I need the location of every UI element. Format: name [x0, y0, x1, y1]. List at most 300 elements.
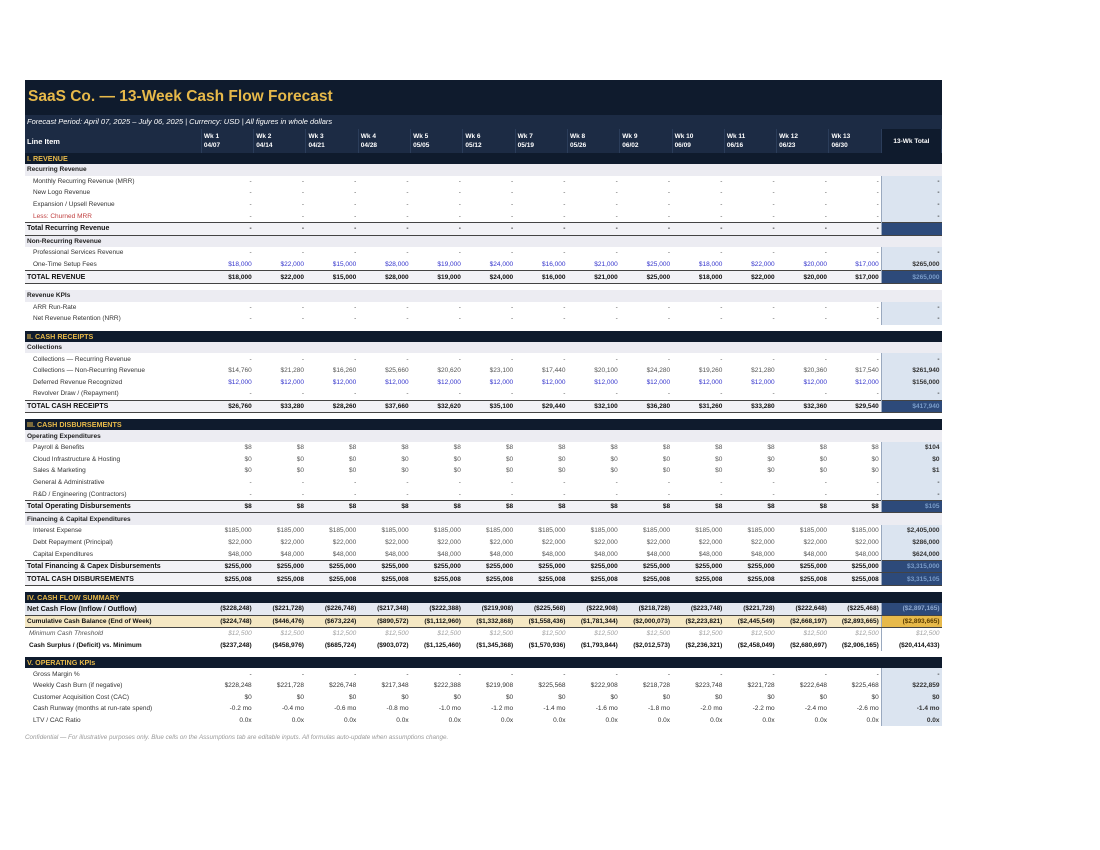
total-cell[interactable]: $265,000 [881, 259, 941, 271]
week-cell[interactable]: $12,000 [280, 378, 304, 386]
week-cell[interactable]: - [458, 212, 461, 220]
week-cell[interactable]: ($2,236,321) [685, 642, 723, 650]
week-cell[interactable]: - [301, 201, 304, 209]
week-cell[interactable]: $37,660 [358, 400, 410, 413]
week-cell[interactable]: - [249, 303, 252, 311]
week-cell[interactable]: - [563, 490, 566, 498]
week-cell[interactable]: $16,000 [541, 261, 566, 269]
header-week-4[interactable] [358, 129, 410, 153]
week-cell[interactable]: - [615, 390, 618, 398]
week-cell[interactable]: $219,908 [486, 682, 514, 690]
week-cell[interactable]: $20,360 [803, 367, 827, 375]
week-cell[interactable]: $0 [453, 455, 461, 463]
week-cell[interactable]: -1.6 mo [595, 705, 618, 713]
week-cell[interactable]: $255,008 [411, 573, 463, 586]
week-cell[interactable]: $22,000 [698, 538, 723, 546]
week-cell[interactable]: $0 [505, 693, 514, 701]
week-cell[interactable]: $0 [296, 467, 304, 475]
week-cell[interactable]: - [458, 189, 461, 197]
week-cell[interactable]: $12,500 [541, 630, 566, 638]
week-cell[interactable]: - [824, 177, 827, 185]
week-cell[interactable]: 0.0x [657, 717, 671, 725]
week-cell[interactable]: - [254, 222, 306, 235]
week-cell[interactable]: -0.2 mo [229, 705, 252, 713]
week-cell[interactable]: $0 [401, 455, 409, 463]
week-cell[interactable]: $221,728 [747, 682, 775, 690]
week-cell[interactable]: - [824, 303, 827, 311]
week-cell[interactable]: $18,000 [672, 271, 724, 284]
total-cell[interactable]: - [881, 176, 941, 188]
week-cell[interactable]: - [458, 249, 461, 257]
week-cell[interactable]: - [876, 670, 879, 678]
week-cell[interactable]: $12,000 [594, 378, 618, 386]
week-cell[interactable]: $22,000 [437, 538, 461, 546]
week-cell[interactable]: - [563, 212, 566, 220]
week-cell[interactable]: $0 [819, 467, 827, 475]
week-cell[interactable]: $22,000 [280, 261, 304, 269]
week-cell[interactable]: - [876, 315, 879, 323]
week-cell[interactable]: ($2,000,073) [620, 615, 672, 628]
week-cell[interactable]: $255,000 [358, 560, 410, 573]
week-cell[interactable]: $12,000 [855, 378, 879, 386]
week-cell[interactable]: - [772, 177, 775, 185]
week-cell[interactable]: $255,000 [463, 560, 515, 573]
week-cell[interactable]: $8 [306, 500, 358, 513]
week-cell[interactable]: $31,260 [672, 400, 724, 413]
week-cell[interactable]: $0 [610, 693, 618, 701]
week-cell[interactable]: $22,000 [489, 538, 514, 546]
week-cell[interactable]: $217,348 [381, 682, 409, 690]
week-cell[interactable]: -2.6 mo [856, 705, 879, 713]
week-cell[interactable]: $0 [767, 467, 775, 475]
week-cell[interactable]: $225,568 [538, 682, 566, 690]
week-cell[interactable]: $12,500 [698, 630, 723, 638]
week-cell[interactable]: $28,000 [385, 261, 409, 269]
week-cell[interactable]: ($226,748) [306, 603, 358, 615]
week-cell[interactable]: -2.2 mo [752, 705, 775, 713]
week-cell[interactable]: - [720, 315, 723, 323]
week-cell[interactable]: ($673,224) [306, 615, 358, 628]
total-cell[interactable]: $156,000 [881, 377, 941, 389]
week-cell[interactable]: ($2,668,197) [777, 615, 829, 628]
week-cell[interactable]: $12,000 [489, 378, 514, 386]
week-cell[interactable]: - [615, 490, 618, 498]
header-week-1[interactable] [201, 129, 253, 153]
week-cell[interactable]: $255,000 [254, 560, 306, 573]
week-cell[interactable]: - [777, 222, 829, 235]
week-cell[interactable]: $255,000 [829, 560, 881, 573]
total-cell[interactable]: ($2,897,165) [881, 603, 941, 615]
week-cell[interactable]: - [667, 355, 671, 363]
week-cell[interactable]: $8 [777, 500, 829, 513]
week-cell[interactable]: $19,000 [437, 261, 461, 269]
header-week-5[interactable] [411, 129, 463, 153]
week-cell[interactable]: $218,728 [642, 682, 671, 690]
week-cell[interactable]: - [772, 478, 775, 486]
week-cell[interactable]: - [301, 303, 304, 311]
week-cell[interactable]: - [772, 189, 775, 197]
week-cell[interactable]: - [829, 222, 881, 235]
week-cell[interactable]: - [615, 189, 618, 197]
week-cell[interactable]: ($2,680,697) [790, 642, 827, 650]
week-cell[interactable]: - [301, 189, 304, 197]
week-cell[interactable]: $48,000 [489, 550, 514, 558]
week-cell[interactable]: $22,000 [803, 538, 827, 546]
week-cell[interactable]: 0.0x [239, 717, 252, 725]
total-cell[interactable]: - [881, 313, 941, 325]
week-cell[interactable]: $185,000 [851, 527, 879, 535]
week-cell[interactable]: - [563, 177, 566, 185]
week-cell[interactable]: - [667, 201, 671, 209]
week-cell[interactable]: $18,000 [698, 261, 723, 269]
week-cell[interactable]: $33,280 [724, 400, 776, 413]
week-cell[interactable]: ($1,781,344) [567, 615, 619, 628]
week-cell[interactable]: - [515, 222, 567, 235]
week-cell[interactable]: - [615, 303, 618, 311]
week-cell[interactable]: $25,000 [646, 261, 671, 269]
week-cell[interactable]: - [772, 201, 775, 209]
week-cell[interactable]: $12,500 [437, 630, 461, 638]
week-cell[interactable]: $185,000 [276, 527, 304, 535]
week-cell[interactable]: - [876, 249, 879, 257]
week-cell[interactable]: ($222,908) [567, 603, 619, 615]
week-cell[interactable]: - [354, 212, 357, 220]
week-cell[interactable]: - [249, 177, 252, 185]
week-cell[interactable]: $0 [558, 467, 566, 475]
week-cell[interactable]: ($446,476) [254, 615, 306, 628]
week-cell[interactable]: $22,000 [855, 538, 879, 546]
week-cell[interactable]: ($237,248) [220, 642, 252, 650]
week-cell[interactable]: - [615, 355, 618, 363]
week-cell[interactable]: - [667, 670, 671, 678]
week-cell[interactable]: - [667, 212, 671, 220]
week-cell[interactable]: - [772, 249, 775, 257]
week-cell[interactable]: 0.0x [814, 717, 827, 725]
week-cell[interactable]: $0 [296, 455, 304, 463]
week-cell[interactable]: - [511, 490, 514, 498]
total-cell[interactable]: $105 [881, 500, 941, 513]
week-cell[interactable]: $0 [453, 693, 461, 701]
week-cell[interactable]: ($228,248) [201, 603, 253, 615]
week-cell[interactable]: $0 [296, 693, 304, 701]
week-cell[interactable]: $12,000 [332, 378, 357, 386]
week-cell[interactable]: $8 [515, 500, 567, 513]
week-cell[interactable]: $8 [610, 444, 618, 452]
week-cell[interactable]: - [354, 355, 357, 363]
total-cell[interactable]: - [881, 388, 941, 400]
week-cell[interactable]: - [772, 355, 775, 363]
week-cell[interactable]: $19,000 [411, 271, 463, 284]
week-cell[interactable]: $33,280 [254, 400, 306, 413]
week-cell[interactable]: $0 [505, 455, 514, 463]
week-cell[interactable]: - [511, 249, 514, 257]
week-cell[interactable]: - [406, 177, 409, 185]
week-cell[interactable]: $12,000 [751, 378, 775, 386]
week-cell[interactable]: $0 [871, 467, 879, 475]
week-cell[interactable]: - [511, 189, 514, 197]
week-cell[interactable]: -0.8 mo [386, 705, 409, 713]
week-cell[interactable]: $0 [558, 693, 566, 701]
week-cell[interactable]: - [249, 315, 252, 323]
week-cell[interactable]: - [354, 315, 357, 323]
week-cell[interactable]: - [406, 249, 409, 257]
week-cell[interactable]: $8 [715, 444, 723, 452]
week-cell[interactable]: $185,000 [799, 527, 827, 535]
week-cell[interactable]: - [876, 212, 879, 220]
week-cell[interactable]: - [876, 390, 879, 398]
week-cell[interactable]: 0.0x [762, 717, 775, 725]
week-cell[interactable]: $8 [254, 500, 306, 513]
total-cell[interactable]: $417,940 [881, 400, 941, 413]
week-cell[interactable]: $185,000 [538, 527, 566, 535]
week-cell[interactable]: $185,000 [695, 527, 723, 535]
week-cell[interactable]: - [249, 189, 252, 197]
week-cell[interactable]: $20,000 [777, 271, 829, 284]
week-cell[interactable]: $12,000 [803, 378, 827, 386]
week-cell[interactable]: - [354, 189, 357, 197]
week-cell[interactable]: - [354, 478, 357, 486]
week-cell[interactable]: - [563, 189, 566, 197]
week-cell[interactable]: - [354, 303, 357, 311]
week-cell[interactable]: - [458, 303, 461, 311]
week-cell[interactable]: - [458, 315, 461, 323]
header-week-9[interactable] [620, 129, 672, 153]
week-cell[interactable]: $222,648 [799, 682, 827, 690]
week-cell[interactable]: $32,100 [567, 400, 619, 413]
week-cell[interactable]: $24,000 [489, 261, 514, 269]
week-cell[interactable]: - [301, 177, 304, 185]
week-cell[interactable]: $15,000 [306, 271, 358, 284]
week-cell[interactable]: $17,540 [855, 367, 879, 375]
week-cell[interactable]: $8 [672, 500, 724, 513]
week-cell[interactable]: $18,000 [201, 271, 253, 284]
week-cell[interactable]: - [720, 212, 723, 220]
week-cell[interactable]: $12,500 [751, 630, 775, 638]
week-cell[interactable]: $25,660 [385, 367, 409, 375]
week-cell[interactable]: $0 [401, 693, 409, 701]
week-cell[interactable]: - [772, 670, 775, 678]
week-cell[interactable]: - [406, 212, 409, 220]
week-cell[interactable]: $8 [620, 500, 672, 513]
total-cell[interactable]: -1.4 mo [881, 703, 941, 715]
week-cell[interactable]: $22,000 [751, 538, 775, 546]
week-cell[interactable]: $36,280 [620, 400, 672, 413]
week-cell[interactable]: $48,000 [280, 550, 304, 558]
week-cell[interactable]: $12,500 [594, 630, 618, 638]
week-cell[interactable]: - [511, 390, 514, 398]
week-cell[interactable]: - [354, 201, 357, 209]
week-cell[interactable]: $8 [358, 500, 410, 513]
week-cell[interactable]: $22,000 [228, 538, 252, 546]
week-cell[interactable]: - [720, 490, 723, 498]
header-total[interactable]: 13-Wk Total [881, 129, 941, 153]
week-cell[interactable]: - [824, 212, 827, 220]
total-cell[interactable]: - [881, 210, 941, 222]
week-cell[interactable]: ($223,748) [672, 603, 724, 615]
week-cell[interactable]: $255,008 [201, 573, 253, 586]
total-cell[interactable]: $286,000 [881, 537, 941, 549]
week-cell[interactable]: $8 [724, 500, 776, 513]
week-cell[interactable]: $255,008 [620, 573, 672, 586]
header-week-8[interactable] [567, 129, 619, 153]
week-cell[interactable]: -1.4 mo [543, 705, 566, 713]
week-cell[interactable]: - [511, 478, 514, 486]
week-cell[interactable]: ($1,558,436) [515, 615, 567, 628]
week-cell[interactable]: - [720, 355, 723, 363]
week-cell[interactable]: $255,008 [672, 573, 724, 586]
week-cell[interactable]: $48,000 [855, 550, 879, 558]
week-cell[interactable]: $8 [871, 444, 879, 452]
week-cell[interactable]: - [458, 177, 461, 185]
week-cell[interactable]: - [667, 478, 671, 486]
week-cell[interactable]: $8 [244, 444, 252, 452]
week-cell[interactable]: $0 [244, 467, 252, 475]
total-cell[interactable]: - [881, 187, 941, 199]
week-cell[interactable]: - [301, 490, 304, 498]
week-cell[interactable]: - [358, 222, 410, 235]
week-cell[interactable]: $228,248 [224, 682, 252, 690]
week-cell[interactable]: - [458, 478, 461, 486]
header-week-10[interactable] [672, 129, 724, 153]
week-cell[interactable]: - [354, 670, 357, 678]
week-cell[interactable]: $12,500 [332, 630, 357, 638]
week-cell[interactable]: $22,000 [594, 538, 618, 546]
week-cell[interactable]: $12,500 [646, 630, 671, 638]
week-cell[interactable]: $222,908 [590, 682, 618, 690]
week-cell[interactable]: $255,000 [777, 560, 829, 573]
week-cell[interactable]: $12,000 [228, 378, 252, 386]
week-cell[interactable]: - [406, 355, 409, 363]
week-cell[interactable]: ($2,012,573) [633, 642, 671, 650]
week-cell[interactable]: $12,500 [855, 630, 879, 638]
week-cell[interactable]: - [824, 315, 827, 323]
week-cell[interactable]: $0 [715, 693, 723, 701]
week-cell[interactable]: $255,000 [672, 560, 724, 573]
total-cell[interactable]: $222,859 [881, 680, 941, 692]
week-cell[interactable]: - [720, 201, 723, 209]
week-cell[interactable]: $226,748 [329, 682, 357, 690]
header-week-3[interactable] [306, 129, 358, 153]
week-cell[interactable]: - [411, 222, 463, 235]
week-cell[interactable]: - [301, 355, 304, 363]
week-cell[interactable]: $12,500 [280, 630, 304, 638]
week-cell[interactable]: ($222,388) [411, 603, 463, 615]
week-cell[interactable]: $255,000 [411, 560, 463, 573]
week-cell[interactable]: - [667, 249, 671, 257]
week-cell[interactable]: - [824, 390, 827, 398]
total-cell[interactable]: - [881, 353, 941, 365]
week-cell[interactable]: ($224,748) [201, 615, 253, 628]
week-cell[interactable]: $8 [463, 500, 515, 513]
week-cell[interactable]: $185,000 [590, 527, 618, 535]
week-cell[interactable]: - [824, 355, 827, 363]
week-cell[interactable]: $255,000 [201, 560, 253, 573]
week-cell[interactable]: $21,280 [280, 367, 304, 375]
week-cell[interactable]: - [772, 315, 775, 323]
week-cell[interactable]: - [615, 201, 618, 209]
week-cell[interactable]: - [772, 390, 775, 398]
total-cell[interactable]: $3,315,105 [881, 573, 941, 586]
week-cell[interactable]: - [301, 390, 304, 398]
week-cell[interactable]: $0 [610, 455, 618, 463]
total-cell[interactable]: 0.0x [881, 715, 941, 727]
week-cell[interactable]: $48,000 [541, 550, 566, 558]
week-cell[interactable]: $0 [244, 693, 252, 701]
week-cell[interactable]: - [667, 390, 671, 398]
week-cell[interactable]: - [301, 249, 304, 257]
week-cell[interactable]: ($222,648) [777, 603, 829, 615]
week-cell[interactable]: $48,000 [803, 550, 827, 558]
total-cell[interactable]: - [881, 668, 941, 680]
week-cell[interactable]: - [667, 177, 671, 185]
week-cell[interactable]: $20,000 [803, 261, 827, 269]
week-cell[interactable]: ($1,112,960) [411, 615, 463, 628]
week-cell[interactable]: $222,388 [433, 682, 461, 690]
week-cell[interactable]: - [667, 315, 671, 323]
week-cell[interactable]: $21,000 [567, 271, 619, 284]
week-cell[interactable]: ($217,348) [358, 603, 410, 615]
week-cell[interactable]: $185,000 [433, 527, 461, 535]
week-cell[interactable]: $25,000 [620, 271, 672, 284]
week-cell[interactable]: $255,008 [777, 573, 829, 586]
week-cell[interactable]: - [249, 201, 252, 209]
week-cell[interactable]: $17,000 [855, 261, 879, 269]
week-cell[interactable]: $0 [819, 455, 827, 463]
week-cell[interactable]: $14,760 [228, 367, 252, 375]
week-cell[interactable]: ($1,345,368) [476, 642, 514, 650]
week-cell[interactable]: - [301, 212, 304, 220]
week-cell[interactable]: - [406, 189, 409, 197]
week-cell[interactable]: -0.4 mo [281, 705, 304, 713]
week-cell[interactable]: ($2,893,665) [829, 615, 881, 628]
header-week-11[interactable] [724, 129, 776, 153]
week-cell[interactable]: - [354, 177, 357, 185]
week-cell[interactable]: - [301, 315, 304, 323]
week-cell[interactable]: - [772, 303, 775, 311]
week-cell[interactable]: - [354, 249, 357, 257]
week-cell[interactable]: $18,000 [228, 261, 252, 269]
week-cell[interactable]: ($1,793,844) [580, 642, 618, 650]
total-cell[interactable]: $12,500 [881, 628, 941, 640]
week-cell[interactable]: $0 [610, 467, 618, 475]
week-cell[interactable]: $12,000 [385, 378, 409, 386]
week-cell[interactable]: - [511, 315, 514, 323]
week-cell[interactable]: - [406, 490, 409, 498]
week-cell[interactable]: - [824, 189, 827, 197]
week-cell[interactable]: ($221,728) [724, 603, 776, 615]
week-cell[interactable]: $255,008 [463, 573, 515, 586]
week-cell[interactable]: $48,000 [751, 550, 775, 558]
week-cell[interactable]: - [720, 670, 723, 678]
header-week-7[interactable] [515, 129, 567, 153]
week-cell[interactable]: ($458,976) [272, 642, 304, 650]
week-cell[interactable]: - [563, 201, 566, 209]
week-cell[interactable]: $48,000 [437, 550, 461, 558]
week-cell[interactable]: $8 [662, 444, 671, 452]
week-cell[interactable]: - [249, 355, 252, 363]
week-cell[interactable]: $28,000 [358, 271, 410, 284]
week-cell[interactable]: 0.0x [396, 717, 409, 725]
week-cell[interactable]: - [511, 177, 514, 185]
week-cell[interactable]: $48,000 [332, 550, 357, 558]
total-cell[interactable]: - [881, 302, 941, 314]
week-cell[interactable]: - [563, 390, 566, 398]
week-cell[interactable]: 0.0x [291, 717, 304, 725]
week-cell[interactable]: $255,008 [515, 573, 567, 586]
week-cell[interactable]: $35,100 [463, 400, 515, 413]
week-cell[interactable]: -1.2 mo [491, 705, 514, 713]
week-cell[interactable]: 0.0x [710, 717, 723, 725]
